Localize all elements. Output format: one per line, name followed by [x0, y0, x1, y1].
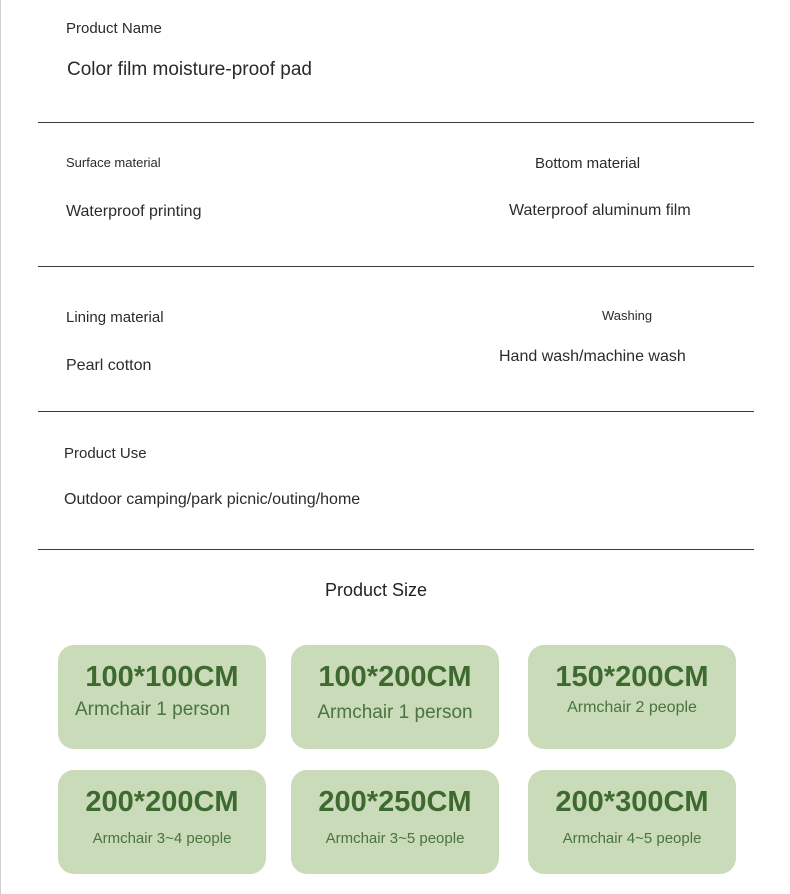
size-card	[291, 770, 499, 874]
size-card-dimension: 150*200CM	[555, 661, 709, 693]
product-name-value: Color film moisture-proof pad	[67, 59, 312, 80]
size-card	[58, 770, 266, 874]
surface-material-value: Waterproof printing	[66, 203, 202, 220]
page-left-border	[0, 0, 1, 894]
size-card-dimension: 100*200CM	[318, 661, 472, 693]
product-name-label: Product Name	[66, 20, 162, 37]
lining-material-value: Pearl cotton	[66, 357, 152, 374]
washing-value: Hand wash/machine wash	[499, 348, 686, 365]
size-card-capacity: Armchair 3~5 people	[325, 830, 465, 847]
size-card-dimension: 200*200CM	[85, 786, 239, 818]
size-card	[291, 645, 499, 749]
bottom-material-value: Waterproof aluminum film	[509, 202, 691, 219]
lining-material-label: Lining material	[66, 309, 164, 326]
size-card-capacity: Armchair 2 people	[567, 699, 697, 716]
size-card	[58, 645, 266, 749]
size-card-capacity: Armchair 4~5 people	[562, 830, 702, 847]
product-size-title: Product Size	[324, 580, 428, 600]
size-card-capacity: Armchair 1 person	[317, 702, 473, 723]
divider-1	[38, 122, 754, 123]
divider-3	[38, 411, 754, 412]
size-card-capacity: Armchair 1 person	[75, 699, 231, 720]
size-card	[528, 770, 736, 874]
washing-label: Washing	[602, 308, 653, 323]
size-card-dimension: 200*300CM	[555, 786, 709, 818]
size-card	[528, 645, 736, 749]
bottom-material-label: Bottom material	[535, 155, 641, 172]
divider-2	[38, 266, 754, 267]
size-card-dimension: 100*100CM	[85, 661, 239, 693]
product-use-value: Outdoor camping/park picnic/outing/home	[64, 491, 361, 508]
product-use-label: Product Use	[64, 445, 147, 462]
size-card-capacity: Armchair 3~4 people	[92, 830, 232, 847]
divider-4	[38, 549, 754, 550]
surface-material-label: Surface material	[66, 155, 161, 170]
size-card-dimension: 200*250CM	[318, 786, 472, 818]
